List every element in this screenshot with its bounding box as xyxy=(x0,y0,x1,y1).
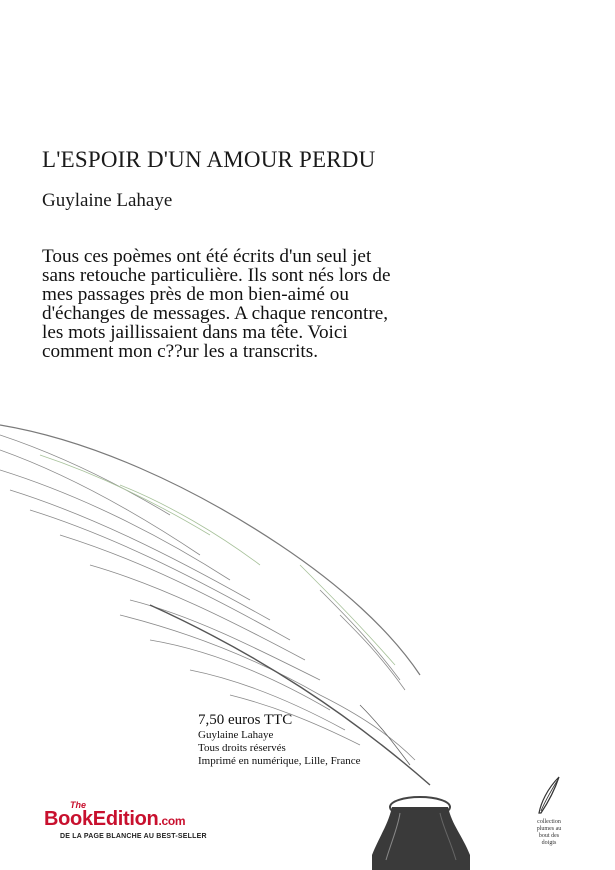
blurb-line: sans retouche particulière. Ils sont nés lors de xyxy=(42,265,391,286)
publisher-tagline: DE LA PAGE BLANCHE AU BEST-SELLER xyxy=(60,833,207,840)
price-author: Guylaine Lahaye xyxy=(198,729,274,741)
publisher-name-text: BookEdition xyxy=(44,808,159,830)
blurb-line: comment mon c??ur les a transcrits. xyxy=(42,341,318,362)
blurb-line: mes passages près de mon bien-aimé ou xyxy=(42,284,349,305)
collection-mark xyxy=(525,775,573,850)
publisher-domain: .com xyxy=(158,814,186,828)
collection-line: plumes au xyxy=(536,826,562,832)
blurb-line: d'échanges de messages. A chaque rencontre, xyxy=(42,303,389,324)
book-blurb xyxy=(42,247,482,361)
collection-line: doigts xyxy=(541,840,557,846)
book-author: Guylaine Lahaye xyxy=(42,190,173,211)
publisher-the: The xyxy=(70,800,87,810)
blurb-line: les mots jaillissaient dans ma tête. Voici xyxy=(42,322,348,343)
inkwell-icon xyxy=(372,797,470,870)
print-info: Imprimé en numérique, Lille, France xyxy=(198,755,361,767)
publisher-name xyxy=(44,808,185,831)
collection-line: bout des xyxy=(538,833,560,839)
collection-line: collection xyxy=(537,819,561,825)
publisher-logo xyxy=(44,800,249,845)
collection-label xyxy=(525,819,573,847)
rights-notice: Tous droits réservés xyxy=(198,742,286,754)
price: 7,50 euros TTC xyxy=(198,712,293,728)
blurb-line: Tous ces poèmes ont été écrits d'un seul jet xyxy=(42,246,372,267)
quill-icon xyxy=(535,775,563,815)
price-block xyxy=(198,712,361,768)
book-title: L'ESPOIR D'UN AMOUR PERDU xyxy=(42,147,376,172)
